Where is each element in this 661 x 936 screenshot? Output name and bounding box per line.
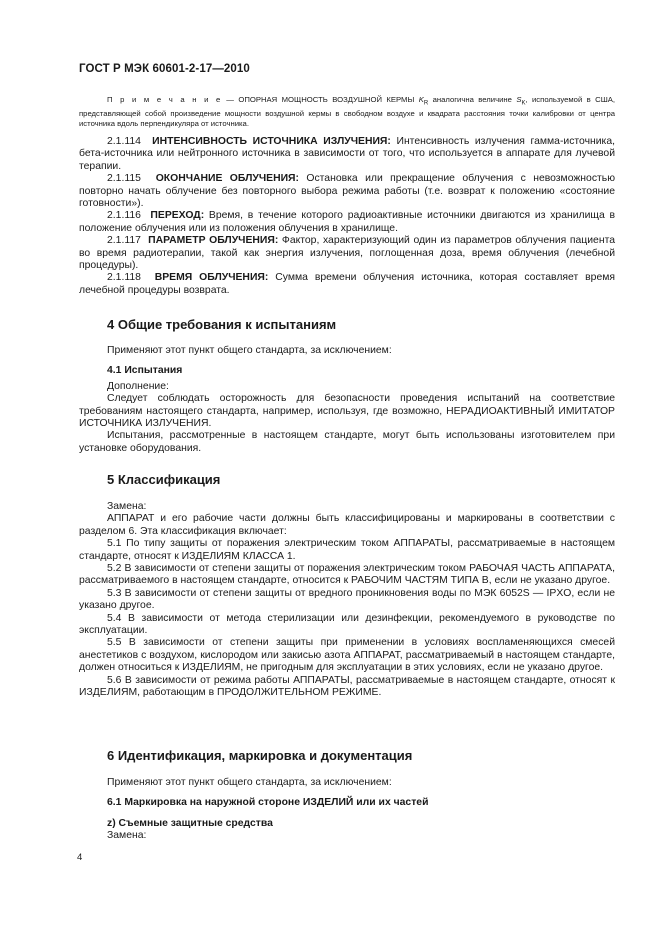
clause-5-1: 5.1 По типу защиты от поражения электрическим током АППАРАТЫ, рассматриваемые в настоящем стандарте, относят к ИЗДЕЛИЯМ КЛАССА 1.	[79, 538, 615, 562]
definition-text: Время, в течение которого радиоактивные источники двигаются из хранилища в положение облучения или из положения облучения в хранилище.	[79, 210, 616, 234]
clause-5-2: 5.2 В зависимости от степени защиты от поражения электрическим током РАБОЧАЯ ЧАСТЬ АППАРАТА, рассматриваемого в настоящем стандарте, относится к РАБОЧИМ ЧАСТЯМ ТИПА В, если не указано другое.	[79, 563, 615, 587]
section-6-1-title: 6.1 Маркировка на наружной стороне ИЗДЕЛИЙ или их частей	[107, 797, 429, 809]
definition-term: ВРЕМЯ ОБЛУЧЕНИЯ:	[154, 272, 269, 284]
definition-term: ПЕРЕХОД:	[150, 210, 205, 222]
section-6-body	[79, 777, 615, 843]
clause-5-4: 5.4 В зависимости от метода стерилизации или дезинфекции, рекомендуемого в руководстве по эксплуатации.	[79, 612, 615, 637]
definition-text: Остановка или прекращение облучения с невозможностью повторно начать облучение без повторного выбора режима работы (т.е. возврат к положению «состояние готовности»).	[79, 173, 615, 210]
sk-subscript: K	[521, 100, 526, 107]
note-text-b: аналогична величине	[428, 95, 517, 104]
section-4-intro: Применяют этот пункт общего стандарта, за исключением:	[107, 345, 392, 356]
subclause-z-title: z) Съемные защитные средства	[107, 817, 273, 829]
definition-number: 2.1.118	[107, 272, 141, 284]
page-number: 4	[77, 852, 83, 863]
note-text-c: , используемой в США, представляющей собой произведение мощности воздушной кермы в свободном воздухе и квадрата расстояния точки калибровки от центра источника вдоль перпендикуляра от источника.	[79, 95, 616, 128]
definition-2-1-116	[79, 210, 615, 235]
section-4-addition-label: Дополнение:	[107, 380, 169, 392]
section-5-replacement-label: Замена:	[107, 501, 147, 512]
definition-text: Интенсивность излучения гамма-источника, бета-источника или нейтронного источника в зависимости от того, что используется в аппарате для лучевой терапии.	[79, 136, 615, 172]
definitions-block	[79, 136, 615, 297]
definition-text: Сумма времени облучения источника, которая составляет время лечебной процедуры возврата.	[79, 272, 615, 296]
section-4-paragraph-1: Следует соблюдать осторожность для безопасности проведения испытаний на соответствие требованиям настоящего стандарта, например, используя, где возможно, НЕРАДИОАКТИВНЫЙ ИМИТАТОР ИСТОЧНИКА ИЗЛУЧЕНИЯ.	[79, 393, 615, 430]
section-4-body	[79, 345, 615, 455]
definition-number: 2.1.115	[107, 173, 141, 185]
section-4-paragraph-2: Испытания, рассмотренные в настоящем стандарте, могут быть использованы изготовителем при установке оборудования.	[79, 430, 615, 454]
section-6-intro: Применяют этот пункт общего стандарта, за исключением:	[107, 777, 392, 788]
definition-number: 2.1.116	[107, 210, 141, 222]
definition-2-1-117	[79, 235, 615, 272]
note-lead: П р и м е ч а н и е	[107, 95, 222, 104]
section-4-heading: 4 Общие требования к испытаниям	[107, 317, 337, 332]
section-5-body	[79, 501, 615, 700]
definition-text: Фактор, характеризующий один из параметров облучения пациента во время радиотерапии, такой как энергия излучения, поглощенная доза, время облучения (лечебной процедуры).	[79, 235, 615, 272]
clause-5-6: 5.6 В зависимости от режима работы АППАРАТЫ, рассматриваемые в настоящем стандарте, относят к ИЗДЕЛИЯМ, работающим в ПРОДОЛЖИТЕЛЬНОМ РЕЖИМЕ.	[79, 674, 615, 699]
clause-5-3: 5.3 В зависимости от степени защиты от вредного проникновения воды по МЭК 6052S — IPXO, если не указано другое.	[79, 587, 615, 612]
section-6-heading: 6 Идентификация, маркировка и документация	[107, 748, 413, 763]
definition-number: 2.1.117	[107, 235, 141, 247]
definition-term: ОКОНЧАНИЕ ОБЛУЧЕНИЯ:	[155, 173, 299, 185]
definition-term: ПАРАМЕТР ОБЛУЧЕНИЯ:	[148, 235, 279, 247]
standard-header: ГОСТ Р МЭК 60601-2-17—2010	[79, 63, 250, 75]
note-paragraph	[79, 95, 615, 129]
definition-number: 2.1.114	[107, 136, 141, 147]
section-5-paragraph: АППАРАТ и его рабочие части должны быть классифицированы и маркированы в соответствии с разделом 6. Эта классификация включает:	[79, 513, 615, 537]
kr-symbol: K	[418, 95, 424, 104]
definition-2-1-114	[79, 136, 615, 173]
kr-subscript: R	[423, 100, 429, 107]
definition-2-1-118	[79, 272, 615, 297]
section-4-1-title: 4.1 Испытания	[107, 365, 183, 377]
note-text-a: — ОПОРНАЯ МОЩНОСТЬ ВОЗДУШНОЙ КЕРМЫ	[221, 95, 419, 104]
clause-5-5: 5.5 В зависимости от степени защиты при применении в условиях воспламеняющихся смесей анестетиков с воздухом, кислородом или закисью азота АППАРАТ, рассматриваемый в настоящем стандарте, должен относиться к ИЗДЕЛИЯМ, не пригодным для эксплуатации в этих условиях, если не указано другое.	[79, 637, 615, 674]
sk-symbol: S	[516, 95, 522, 104]
section-6-replacement-label: Замена:	[107, 830, 147, 842]
definition-term: ИНТЕНСИВНОСТЬ ИСТОЧНИКА ИЗЛУЧЕНИЯ:	[152, 136, 391, 147]
section-5-heading: 5 Классификация	[107, 472, 221, 487]
definition-2-1-115	[79, 173, 615, 210]
